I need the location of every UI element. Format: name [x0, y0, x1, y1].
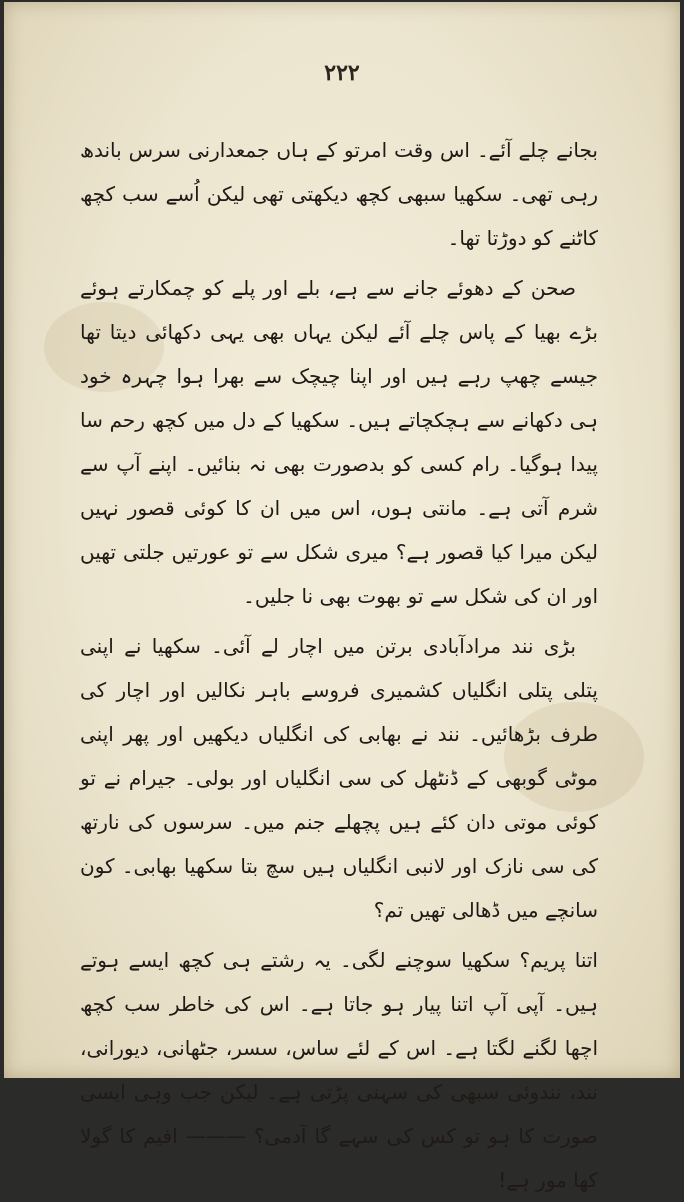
paragraph-4: اتنا پریم؟ سکھیا سوچنے لگی۔ یہ رشتے ہی کچھ ایسے ہوتے ہیں۔ آپی آپ اتنا پیار ہو جاتا ہے۔ اس کی خاطر سب کچھ اچھا لگنے لگتا ہے۔ اس کے لئے ساس، سسر، جٹھانی، دیورانی، نند، نندوئی سبھی کی سہنی پڑتی ہے۔ لیکن جب وہی ایسی صورت کا ہو تو کس کی سہے گا آدمی؟ ——— افیم کا گولا کھا مور ہے!	[80, 948, 598, 1192]
paragraph-1: بجانے چلے آئے۔ اس وقت امرتو کے ہاں جمعدارنی سرس باندھ رہی تھی۔ سکھیا سبھی کچھ دیکھتی تھی لیکن اُسے سب کچھ کاٹنے کو دوڑتا تھا۔	[80, 138, 598, 250]
paragraph-2: صحن کے دھوئے جانے سے ہے، بلے اور پلے کو چمکارتے ہوئے بڑے بھیا کے پاس چلے آئے لیکن یہاں بھی یہی دکھائی دیتا تھا جیسے چھپ رہے ہیں اور اپنا چیچک سے بھرا ہوا چہرہ خود ہی دکھانے سے ہچکچاتے ہیں۔ سکھیا کے دل میں کچھ رحم سا پیدا ہوگیا۔ رام کسی کو بدصورت بھی نہ بنائیں۔ اپنے آپ سے شرم آتی ہے۔ مانتی ہوں، اس میں ان کا کوئی قصور نہیں لیکن میرا کیا قصور ہے؟ میری شکل سے تو عورتیں جلتی تھیں اور ان کی شکل سے تو بھوت بھی نا جلیں۔	[80, 276, 598, 608]
body-text	[80, 128, 598, 1202]
book-page	[4, 2, 680, 1192]
page-number: ۲۲۲	[324, 60, 360, 86]
paragraph-3: بڑی نند مرادآبادی برتن میں اچار لے آئی۔ سکھیا نے اپنی پتلی پتلی انگلیاں کشمیری فروسے باہر نکالیں اور اچار کی طرف بڑھائیں۔ نند نے بھابی کی انگلیاں دیکھیں اور پھر اپنی موٹی گوبھی کے ڈنٹھل کی سی انگلیاں اور بولی۔ جیرام نے تو کوئی موتی دان کئے ہیں پچھلے جنم میں۔ سرسوں کی نارتھ کی سی نازک اور لانبی انگلیاں ہیں سچ بتا سکھیا بھابی۔ کون سانچے میں ڈھالی تھیں تم؟	[80, 634, 598, 922]
